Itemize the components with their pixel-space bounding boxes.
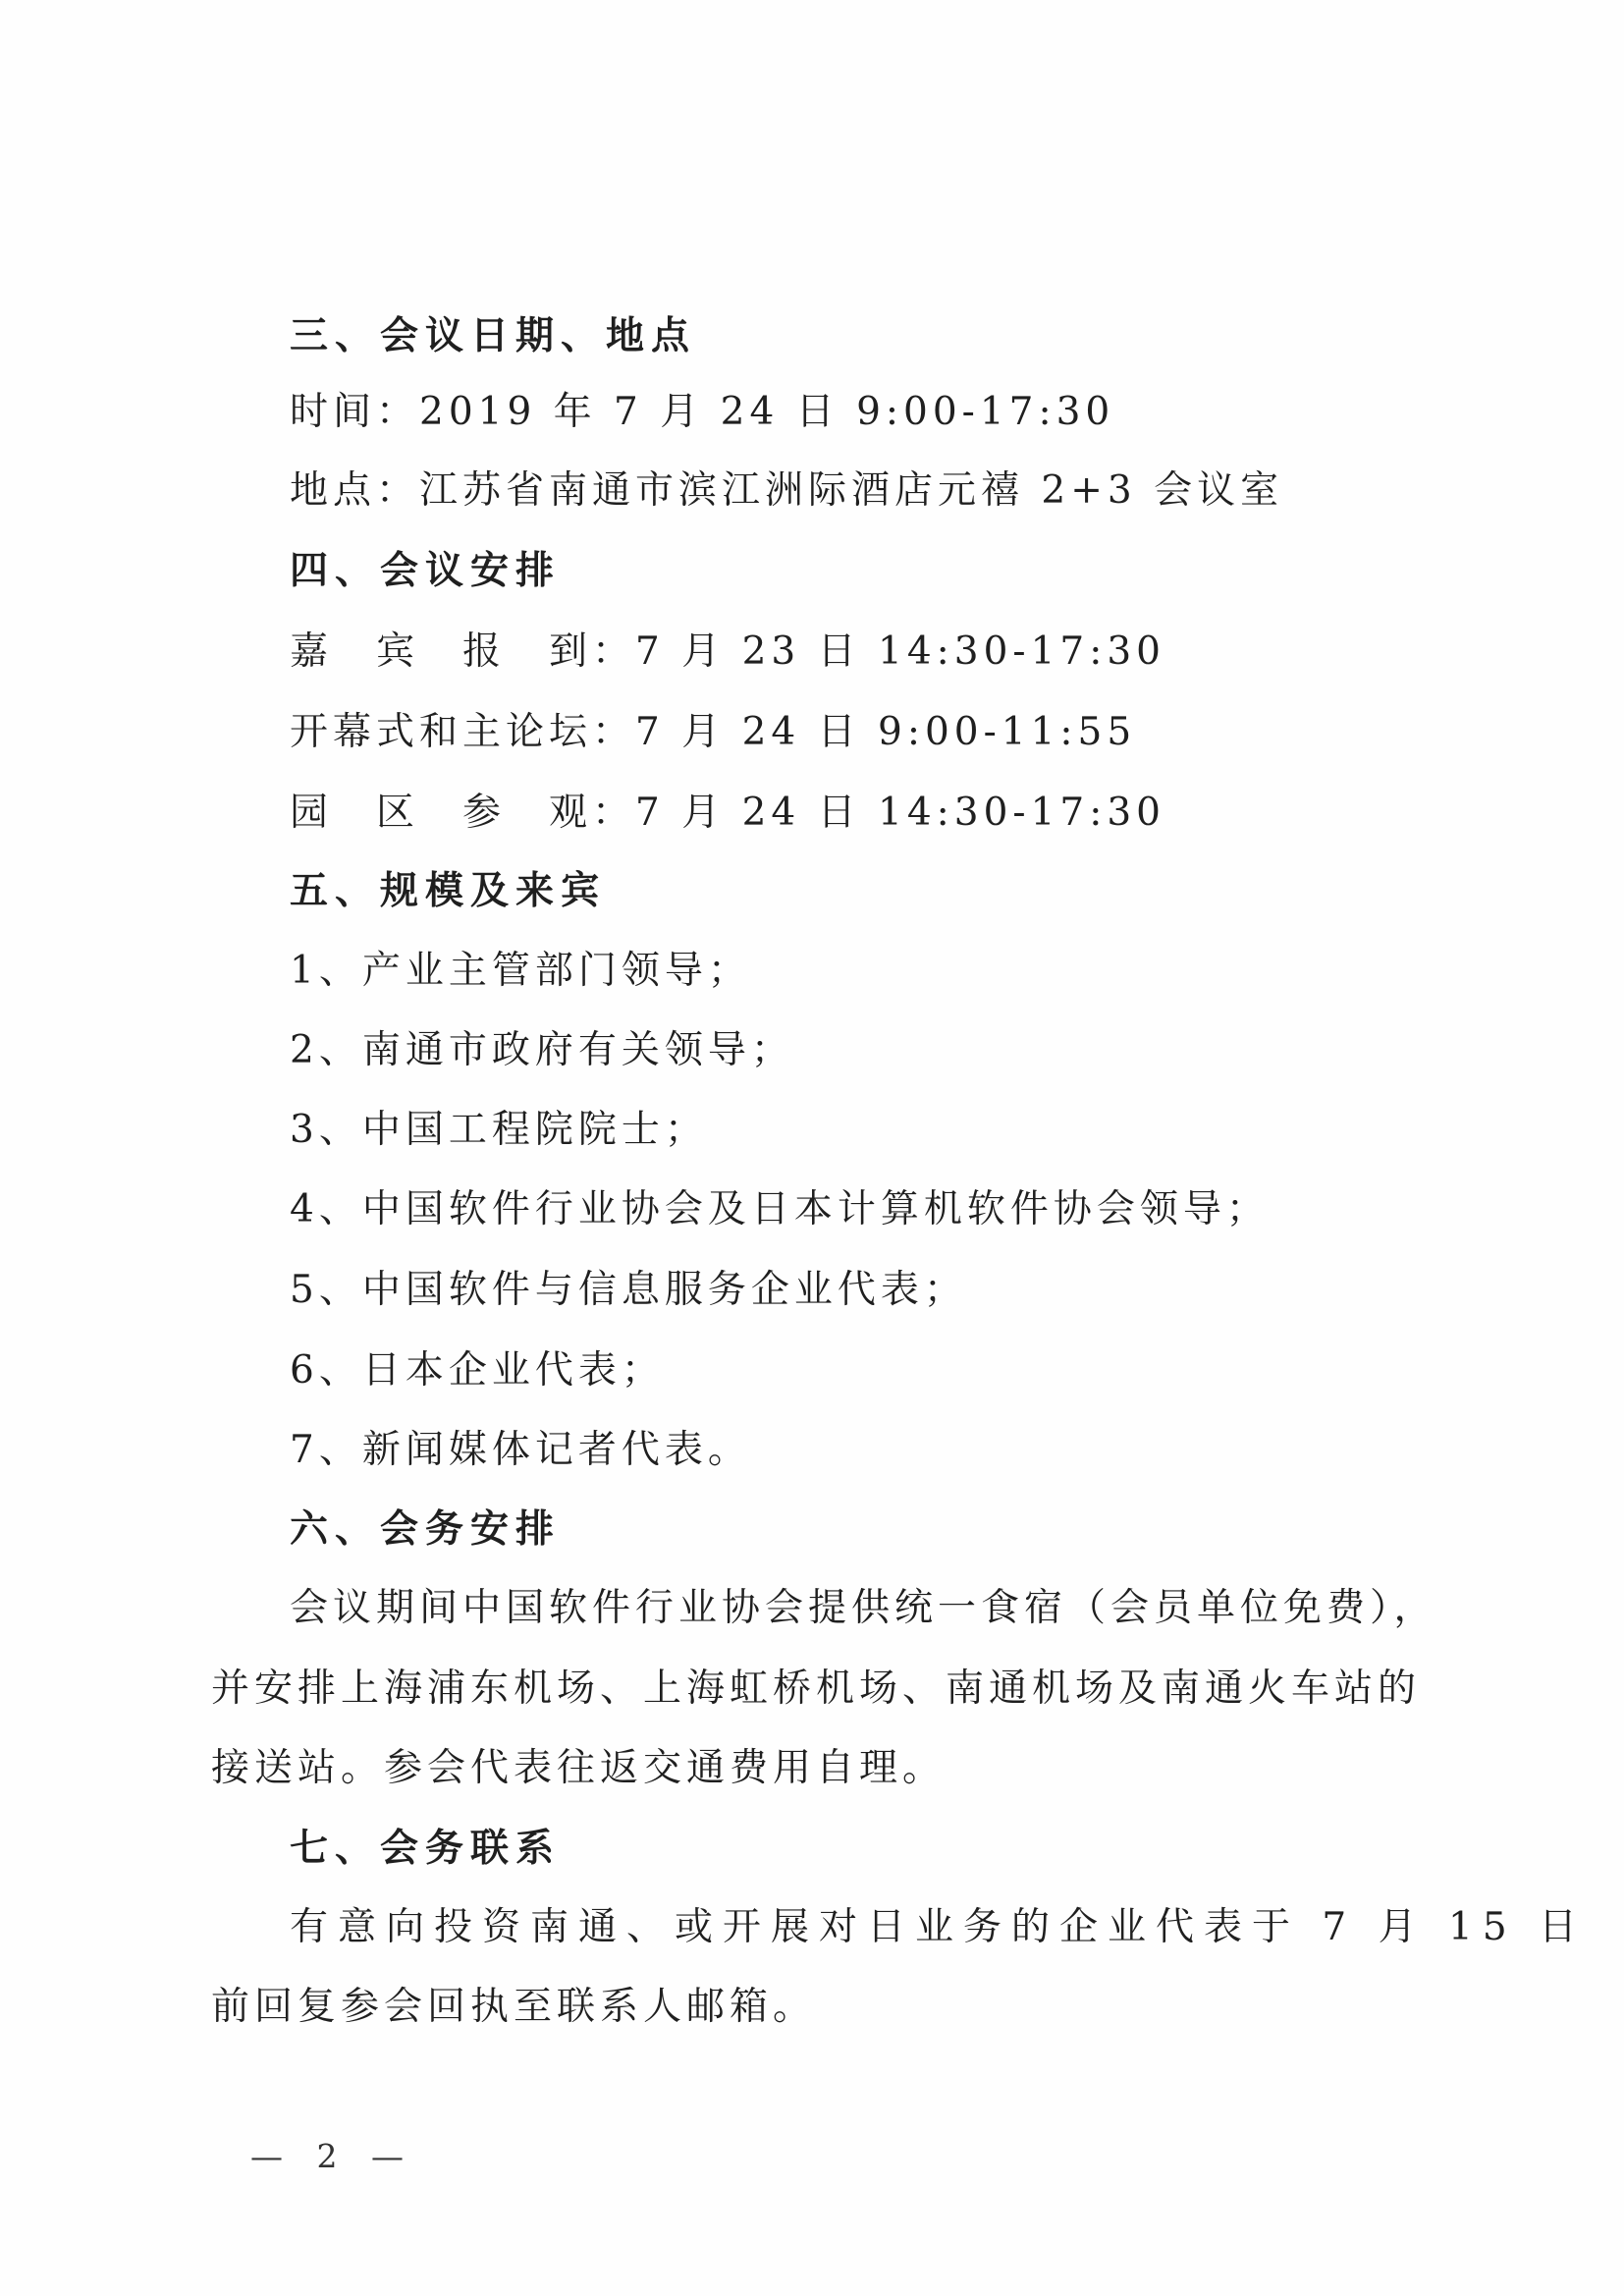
meeting-place: 地点：江苏省南通市滨江洲际酒店元禧 2+3 会议室 <box>290 468 1284 513</box>
guest-list-item: 4、中国软件行业协会及日本计算机软件协会领导； <box>290 1187 1270 1231</box>
section-6-title: 六、会务安排 <box>290 1506 562 1552</box>
section-3-title: 三、会议日期、地点 <box>290 313 697 358</box>
schedule-item-registration: 嘉 宾 报 到：7 月 23 日 14:30-17:30 <box>290 629 1165 674</box>
guest-list-item: 7、新闻媒体记者代表。 <box>290 1428 751 1472</box>
contact-paragraph-line: 有意向投资南通、或开展对日业务的企业代表于 7 月 15 日 <box>290 1905 1588 1949</box>
page-number: — 2 — <box>250 2137 415 2175</box>
section-7-title: 七、会务联系 <box>290 1826 562 1871</box>
guest-list-item: 5、中国软件与信息服务企业代表； <box>290 1268 967 1312</box>
schedule-item-visit: 园 区 参 观：7 月 24 日 14:30-17:30 <box>290 791 1165 835</box>
meeting-time: 时间：2019 年 7 月 24 日 9:00-17:30 <box>290 390 1115 434</box>
logistics-paragraph-line: 接送站。参会代表往返交通费用自理。 <box>211 1746 947 1790</box>
guest-list-item: 6、日本企业代表； <box>290 1348 665 1393</box>
guest-list-item: 1、产业主管部门领导； <box>290 949 751 993</box>
section-4-title: 四、会议安排 <box>290 548 562 593</box>
schedule-item-opening: 开幕式和主论坛：7 月 24 日 9:00-11:55 <box>290 710 1137 754</box>
contact-paragraph-line: 前回复参会回执至联系人邮箱。 <box>211 1985 817 2029</box>
logistics-paragraph-line: 会议期间中国软件行业协会提供统一食宿（会员单位免费）， <box>290 1586 1437 1630</box>
logistics-paragraph-line: 并安排上海浦东机场、上海虹桥机场、南通机场及南通火车站的 <box>211 1667 1422 1711</box>
guest-list-item: 3、中国工程院院士； <box>290 1108 708 1152</box>
section-5-title: 五、规模及来宾 <box>290 868 607 913</box>
guest-list-item: 2、南通市政府有关领导； <box>290 1028 794 1072</box>
